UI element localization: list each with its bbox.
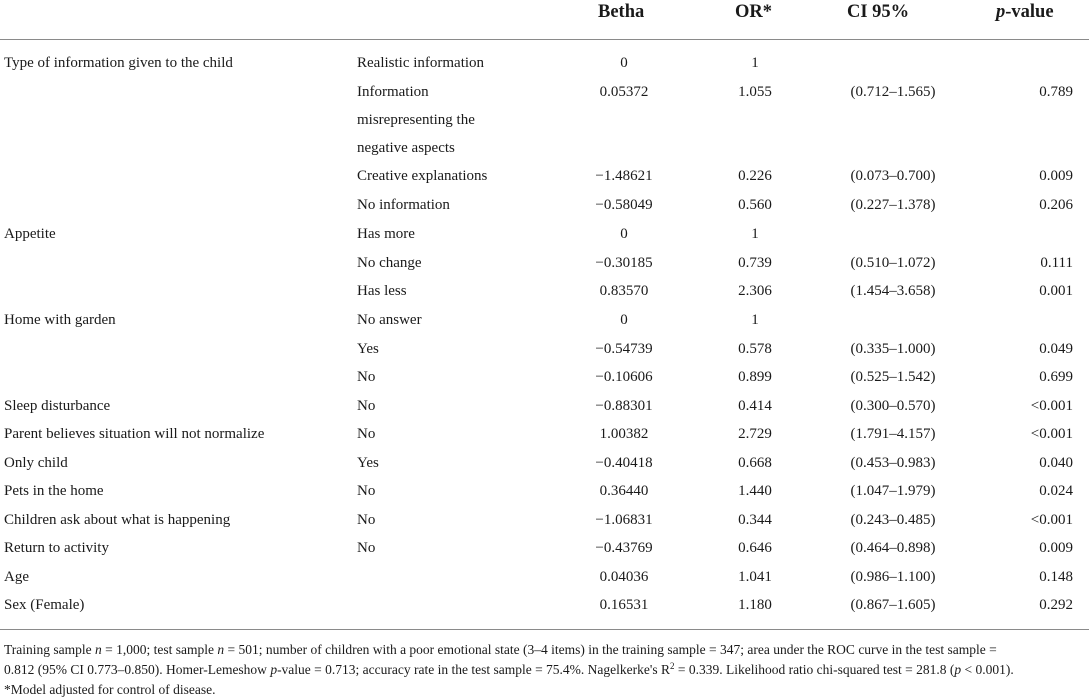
row-category: Yes — [357, 455, 379, 471]
cell-ci: (1.791–4.157) — [850, 426, 936, 442]
header-or: OR* — [735, 2, 772, 22]
cell-beta: −0.30185 — [595, 255, 653, 271]
cell-beta: 0 — [620, 226, 628, 242]
cell-or: 0.560 — [738, 197, 772, 213]
cell-beta: 0.83570 — [599, 283, 649, 299]
row-category: No — [357, 540, 376, 556]
cell-or: 0.739 — [738, 255, 772, 271]
cell-ci: (0.464–0.898) — [850, 540, 936, 556]
cell-beta: −0.10606 — [595, 369, 653, 385]
cell-ci: (1.454–3.658) — [850, 283, 936, 299]
cell-p-value: 0.009 — [1039, 540, 1073, 556]
header-beta: Betha — [598, 2, 645, 22]
row-label: Sex (Female) — [4, 597, 85, 613]
row-label: Sleep disturbance — [4, 398, 111, 414]
cell-p-value: 0.789 — [1039, 84, 1073, 100]
cell-or: 0.414 — [738, 398, 772, 414]
table-header — [0, 0, 1089, 40]
row-label: Pets in the home — [4, 483, 104, 499]
row-category: Has less — [357, 283, 407, 299]
row-category: No answer — [357, 312, 422, 328]
cell-or: 0.578 — [738, 341, 772, 357]
cell-p-value: 0.001 — [1039, 283, 1073, 299]
row-category: No — [357, 398, 376, 414]
row-label: Return to activity — [4, 540, 109, 556]
cell-p-value: 0.111 — [1040, 255, 1073, 271]
cell-p-value: 0.009 — [1039, 168, 1073, 184]
cell-beta: −0.58049 — [595, 197, 653, 213]
cell-p-value: <0.001 — [1030, 398, 1073, 414]
cell-p-value: 0.049 — [1039, 341, 1073, 357]
header-ci: CI 95% — [847, 2, 910, 22]
row-category: Has more — [357, 226, 415, 242]
cell-beta: −1.48621 — [595, 168, 653, 184]
cell-p-value: 0.040 — [1039, 455, 1073, 471]
cell-beta: 0.36440 — [599, 483, 649, 499]
cell-or: 1.041 — [738, 569, 772, 585]
cell-beta: 0.05372 — [599, 84, 649, 100]
bottom-rule — [0, 629, 1089, 630]
row-label: Type of information given to the child — [4, 55, 233, 71]
row-category: Yes — [357, 341, 379, 357]
cell-p-value: <0.001 — [1030, 426, 1073, 442]
cell-ci: (1.047–1.979) — [850, 483, 936, 499]
cell-ci: (0.867–1.605) — [850, 597, 936, 613]
cell-or: 1 — [751, 312, 759, 328]
cell-or: 0.668 — [738, 455, 772, 471]
cell-ci: (0.335–1.000) — [850, 341, 936, 357]
cell-beta: −0.88301 — [595, 398, 653, 414]
row-label: Only child — [4, 455, 68, 471]
cell-ci: (0.986–1.100) — [850, 569, 936, 585]
cell-or: 1 — [751, 226, 759, 242]
row-category: No — [357, 483, 376, 499]
cell-ci: (0.073–0.700) — [850, 168, 936, 184]
cell-p-value: 0.699 — [1039, 369, 1073, 385]
row-category: Realistic information — [357, 55, 485, 71]
cell-or: 1 — [751, 55, 759, 71]
cell-ci: (0.525–1.542) — [850, 369, 936, 385]
cell-or: 1.440 — [738, 483, 772, 499]
row-category: No — [357, 369, 376, 385]
cell-beta: −0.43769 — [595, 540, 653, 556]
cell-or: 0.344 — [738, 512, 772, 528]
cell-ci: (0.510–1.072) — [850, 255, 936, 271]
cell-p-value: 0.024 — [1039, 483, 1073, 499]
row-category: Creative explanations — [357, 168, 488, 184]
row-label: Children ask about what is happening — [4, 512, 231, 528]
cell-p-value: 0.206 — [1039, 197, 1073, 213]
cell-beta: −1.06831 — [595, 512, 653, 528]
cell-beta: 1.00382 — [599, 426, 649, 442]
cell-p-value: 0.292 — [1039, 597, 1073, 613]
cell-beta: 0.16531 — [599, 597, 649, 613]
row-label: Age — [4, 569, 29, 585]
footnote-line-2: 0.812 (95% CI 0.773–0.850). Homer-Lemeshow p-value = 0.713; accuracy rate in the test sample = 75.4%. Nagelkerke's $R^2 = 0.339$. Likelihood ratio chi-squared test = 281.8 (p < 0.001). — [4, 661, 1014, 677]
cell-or: 2.306 — [738, 283, 772, 299]
footnote-model: *Model adjusted for control of disease. — [4, 682, 216, 697]
cell-or: 0.646 — [738, 540, 772, 556]
row-category: No — [357, 512, 376, 528]
header-rule — [0, 39, 1089, 40]
cell-or: 1.180 — [738, 597, 772, 613]
cell-ci: (0.300–0.570) — [850, 398, 936, 414]
row-label: Parent believes situation will not normalize — [4, 426, 265, 442]
cell-ci: (0.453–0.983) — [850, 455, 936, 471]
cell-beta: 0 — [620, 55, 628, 71]
cell-p-value: 0.148 — [1039, 569, 1073, 585]
row-category: No information — [357, 197, 450, 213]
cell-or: 1.055 — [738, 84, 772, 100]
row-category: Information misrepresenting the negative aspects — [357, 84, 475, 156]
cell-beta: 0 — [620, 312, 628, 328]
header-p-value: p-value — [996, 2, 1054, 22]
footnote-line-1: Training sample n = 1,000; test sample n = 501; number of children with a poor emotional state (3–4 items) in the training sample = 347; area under the ROC curve in the test sample = — [4, 642, 997, 657]
row-label: Home with garden — [4, 312, 116, 328]
cell-beta: −0.54739 — [595, 341, 653, 357]
cell-or: 0.899 — [738, 369, 772, 385]
row-category: No change — [357, 255, 422, 271]
cell-ci: (0.243–0.485) — [850, 512, 936, 528]
row-category: No — [357, 426, 376, 442]
cell-ci: (0.227–1.378) — [850, 197, 936, 213]
cell-ci: (0.712–1.565) — [850, 84, 936, 100]
cell-beta: 0.04036 — [599, 569, 649, 585]
cell-or: 0.226 — [738, 168, 772, 184]
row-label: Appetite — [4, 226, 56, 242]
cell-beta: −0.40418 — [595, 455, 653, 471]
cell-or: 2.729 — [738, 426, 772, 442]
cell-p-value: <0.001 — [1030, 512, 1073, 528]
